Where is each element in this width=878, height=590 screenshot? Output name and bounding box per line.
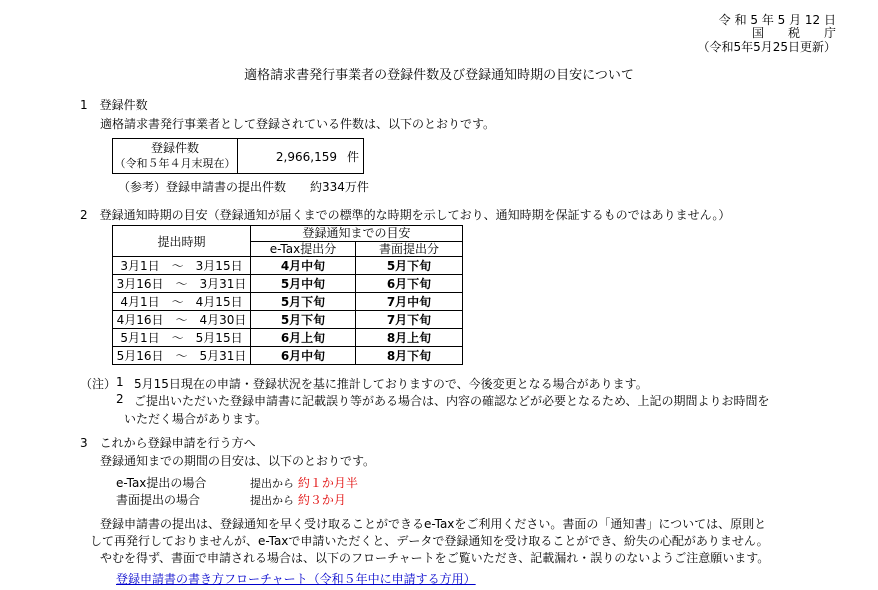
period-cell: 4月16日 ～ 4月30日 bbox=[113, 311, 251, 329]
etax-cell: 5月下旬 bbox=[251, 293, 356, 311]
col-period-header: 提出時期 bbox=[113, 226, 251, 257]
count-value: 2,966,159 bbox=[275, 149, 337, 164]
section2-heading: 2 登録通知時期の目安（登録通知が届くまでの標準的な時期を示しており、通知時期を保証するものではありません。） bbox=[80, 208, 731, 222]
table-row bbox=[113, 275, 463, 293]
table-row bbox=[113, 257, 463, 275]
count-unit: 件 bbox=[346, 149, 359, 164]
col-paper-header: 書面提出分 bbox=[356, 241, 463, 257]
period-cell: 3月1日 ～ 3月15日 bbox=[113, 257, 251, 275]
note1-text: 5月15日現在の申請・登録状況を基に推計しておりますので、今後変更となる場合があります。 bbox=[134, 377, 648, 391]
count-label: 登録件数 bbox=[150, 141, 199, 155]
paper-case-duration: 約３か月 bbox=[297, 493, 346, 507]
paper-cell: 6月下旬 bbox=[356, 275, 463, 293]
section1-heading: 1 登録件数 bbox=[80, 98, 148, 112]
period-cell: 5月16日 ～ 5月31日 bbox=[113, 347, 251, 365]
count-value-cell bbox=[238, 139, 364, 174]
etax-cell: 6月中旬 bbox=[251, 347, 356, 365]
note2-text-line2: いただく場合があります。 bbox=[124, 412, 268, 426]
paper-cell: 7月下旬 bbox=[356, 311, 463, 329]
para1-line2: して再発行しておりませんが、e-Taxで申請いただくと、データで登録通知を受け取ることができ、紛失の心配がありません。 bbox=[90, 534, 769, 548]
note2-number: 2 bbox=[116, 392, 124, 406]
section3-heading: 3 これから登録申請を行う方へ bbox=[80, 436, 256, 450]
table-row bbox=[113, 347, 463, 365]
paper-cell: 8月下旬 bbox=[356, 347, 463, 365]
etax-case-prefix: 提出から bbox=[250, 477, 294, 490]
count-label-cell bbox=[113, 139, 238, 174]
agency-name: 国 税 庁 bbox=[751, 26, 836, 40]
para2: やむを得ず、書面で申請される場合は、以下のフローチャートをご覧いただき、記載漏れ・誤りのないようご注意願います。 bbox=[100, 551, 770, 565]
paper-cell: 7月中旬 bbox=[356, 293, 463, 311]
para1-line1: 登録申請書の提出は、登録通知を早く受け取ることができるe-Taxをご利用ください。書面の「通知書」については、原則と bbox=[100, 517, 767, 531]
page-title: 適格請求書発行事業者の登録件数及び登録通知時期の目安について bbox=[244, 68, 634, 83]
col-etax-header: e-Tax提出分 bbox=[251, 241, 356, 257]
etax-cell: 5月中旬 bbox=[251, 275, 356, 293]
count-as-of: （令和５年４月末現在） bbox=[114, 157, 236, 170]
etax-cell: 4月中旬 bbox=[251, 257, 356, 275]
period-cell: 5月1日 ～ 5月15日 bbox=[113, 329, 251, 347]
notes-label: （注） bbox=[80, 377, 117, 391]
period-cell: 4月1日 ～ 4月15日 bbox=[113, 293, 251, 311]
etax-case-duration: 約１か月半 bbox=[297, 476, 358, 490]
paper-cell: 5月下旬 bbox=[356, 257, 463, 275]
reference-count: （参考）登録申請書の提出件数 約334万件 bbox=[118, 180, 369, 194]
etax-case-value bbox=[250, 474, 358, 491]
updated-date: （令和5年5月25日更新） bbox=[697, 40, 836, 54]
paper-cell: 8月上旬 bbox=[356, 329, 463, 347]
issue-date: 令 和 5 年 5 月 12 日 bbox=[718, 13, 836, 27]
etax-case-label: e-Tax提出の場合 bbox=[116, 476, 207, 490]
count-table bbox=[112, 138, 364, 174]
note2-text-line1: ご提出いただいた登録申請書に記載誤り等がある場合は、内容の確認などが必要となるため、上記の期間よりお時間を bbox=[134, 394, 770, 408]
schedule-table bbox=[112, 225, 463, 365]
period-cell: 3月16日 ～ 3月31日 bbox=[113, 275, 251, 293]
table-row bbox=[113, 329, 463, 347]
section1-intro: 適格請求書発行事業者として登録されている件数は、以下のとおりです。 bbox=[100, 117, 496, 131]
paper-case-label: 書面提出の場合 bbox=[116, 493, 201, 507]
table-row bbox=[113, 293, 463, 311]
etax-cell: 6月上旬 bbox=[251, 329, 356, 347]
paper-case-prefix: 提出から bbox=[250, 494, 294, 507]
col-group-header: 登録通知までの目安 bbox=[251, 226, 463, 242]
paper-case-value bbox=[250, 491, 346, 508]
table-row bbox=[113, 311, 463, 329]
etax-cell: 5月下旬 bbox=[251, 311, 356, 329]
flowchart-link[interactable]: 登録申請書の書き方フローチャート（令和５年中に申請する方用） bbox=[116, 572, 476, 586]
note1-number: 1 bbox=[116, 375, 124, 389]
section3-intro: 登録通知までの期間の目安は、以下のとおりです。 bbox=[100, 454, 376, 468]
